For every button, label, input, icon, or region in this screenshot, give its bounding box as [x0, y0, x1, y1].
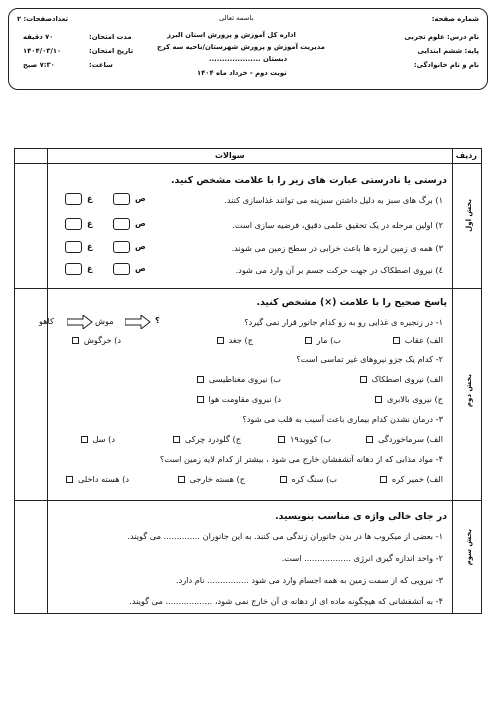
- true-checkbox[interactable]: [113, 193, 130, 205]
- section1-item-4: ٤) نیروی اصطکاک در جهت حرکت جسم بر آن وارد می شود.: [235, 265, 443, 275]
- false-label: غ: [87, 264, 93, 273]
- checkbox-icon[interactable]: [173, 436, 180, 443]
- true-label: ص: [135, 242, 146, 251]
- section1-title: درستی یا نادرستی عبارت های زیر را با علامت مشخص کنید.: [170, 175, 447, 186]
- q4-option-c[interactable]: ج) هسته خارجی: [178, 474, 245, 484]
- true-checkbox[interactable]: [113, 263, 130, 275]
- q2-option-d[interactable]: د) نیروی مقاومت هوا: [197, 394, 281, 404]
- checkbox-icon[interactable]: [66, 476, 73, 483]
- checkbox-icon[interactable]: [81, 436, 88, 443]
- false-checkbox[interactable]: [65, 263, 82, 275]
- duration-value: ۷۰ دقیقه: [23, 33, 54, 41]
- false-label: غ: [87, 219, 93, 228]
- section3-item-4: ۴- به آتشفشانی که هیچگونه ماده ای از دهانه ی آن خارج نمی شود، .................. می گویند.: [129, 596, 443, 606]
- section1-label: بخش اول: [465, 199, 473, 232]
- q3-option-c[interactable]: ج) گلودرد چرکی: [173, 434, 241, 444]
- q1-option-c[interactable]: ج) جغد: [217, 335, 253, 345]
- checkbox-icon[interactable]: [380, 476, 387, 483]
- checkbox-icon[interactable]: [197, 396, 204, 403]
- questions-table: [14, 148, 482, 614]
- question-2-text: ۲- کدام یک جزو نیروهای غیر تماسی است؟: [296, 354, 443, 364]
- section3-title: در جای خالی واژه ی مناسب بنویسید.: [275, 511, 447, 522]
- section1-item-2: ۲) اولین مرحله در یک تحقیق علمی دقیق، فرضیه سازی است.: [232, 220, 443, 230]
- page-number-label: شماره صفحه:: [431, 15, 479, 23]
- q2-option-a[interactable]: الف) نیروی اصطکاک: [360, 374, 443, 384]
- checkbox-icon[interactable]: [360, 376, 367, 383]
- section1-divider: [15, 288, 481, 289]
- section1-item-1: ۱) برگ های سبز به دلیل داشتن سبزینه می توانند غذاسازی کنند.: [224, 195, 443, 205]
- section1-item-3: ۳) همه ی زمین لرزه ها باعث خرابی در سطح زمین می شوند.: [231, 243, 443, 253]
- q3-option-b[interactable]: ب) کووید۱۹: [278, 434, 331, 444]
- term-line: نوبت دوم - خرداد ماه ۱۴۰۴: [197, 69, 287, 77]
- arrow-icon: [125, 315, 151, 329]
- checkbox-icon[interactable]: [393, 337, 400, 344]
- question-1-text: ۱- در زنجیره ی غذایی رو به رو کدام جانور قرار نمی گیرد؟: [244, 317, 443, 327]
- q1-option-d[interactable]: د) خرگوش: [72, 335, 121, 345]
- date-value: ۱۴۰۴/۰۳/۱۰: [23, 47, 62, 55]
- q2-option-b[interactable]: ب) نیروی مغناطیسی: [197, 374, 281, 384]
- chain-unknown: ؟: [155, 315, 160, 325]
- grade-label: پایه: ششم ابتدایی: [417, 47, 479, 55]
- q3-option-d[interactable]: د) سل: [81, 434, 115, 444]
- q3-option-a[interactable]: الف) سرماخوردگی: [366, 434, 443, 444]
- pages-count-label: تعدادصفحات: ۲: [17, 15, 69, 23]
- true-label: ص: [135, 264, 146, 273]
- header-row-divider: [15, 163, 481, 164]
- q2-option-c[interactable]: ج) نیروی بالابری: [375, 394, 443, 404]
- student-name-label: نام و نام خانوادگی:: [413, 61, 479, 69]
- section3-label: بخش سوم: [465, 529, 473, 566]
- true-label: ص: [135, 194, 146, 203]
- section3-item-2: ۲- واحد اندازه گیری انرژی .................. است.: [281, 553, 443, 563]
- chain-mouse: موش: [95, 316, 114, 326]
- checkbox-icon[interactable]: [197, 376, 204, 383]
- false-checkbox[interactable]: [65, 241, 82, 253]
- false-label: غ: [87, 242, 93, 251]
- chain-lettuce: کاهو: [39, 316, 54, 326]
- section3-item-3: ۳- نیرویی که از سمت زمین به همه اجسام وارد می شود ................ نام دارد.: [175, 575, 443, 585]
- checkbox-icon[interactable]: [178, 476, 185, 483]
- question-4-text: ۴- مواد مذابی که از دهانه آتشفشان خارج می شود ، بیشتر از کدام لایه زمین است؟: [159, 454, 443, 464]
- checkbox-icon[interactable]: [375, 396, 382, 403]
- section2-label: بخش دوم: [465, 374, 473, 408]
- checkbox-icon[interactable]: [278, 436, 285, 443]
- col-questions-header: سوالات: [215, 151, 245, 160]
- checkbox-icon[interactable]: [305, 337, 312, 344]
- true-checkbox[interactable]: [113, 218, 130, 230]
- time-label: ساعت:: [89, 61, 113, 69]
- checkbox-icon[interactable]: [217, 337, 224, 344]
- true-checkbox[interactable]: [113, 241, 130, 253]
- q4-option-d[interactable]: د) هسته داخلی: [66, 474, 129, 484]
- duration-label: مدت امتحان:: [89, 33, 132, 41]
- school-line: دبستان ....................: [209, 55, 288, 63]
- time-value: ۷:۳۰ صبح: [23, 61, 55, 69]
- org-line-2: مدیریت آموزش و پرورش شهرستان/ناحیه سه کرج: [157, 43, 325, 51]
- true-label: ص: [135, 219, 146, 228]
- course-label: نام درس: علوم تجربی: [404, 33, 479, 41]
- exam-header: [8, 8, 488, 90]
- checkbox-icon[interactable]: [366, 436, 373, 443]
- false-checkbox[interactable]: [65, 218, 82, 230]
- checkbox-icon[interactable]: [280, 476, 287, 483]
- col-row-header: ردیف: [455, 151, 477, 160]
- bismillah: باسمه تعالی: [219, 14, 254, 22]
- question-3-text: ۳- درمان نشدن کدام بیماری باعث آسیب به قلب می شود؟: [242, 414, 443, 424]
- score-column-divider: [47, 149, 48, 613]
- row-column-divider: [452, 149, 453, 613]
- section3-item-1: ۱- بعضی از میکروب ها در بدن جانوران زندگی می کنند. به این جانوران .............. می گویند.: [127, 531, 443, 541]
- section2-title: پاسخ صحیح را با علامت (×) مشخص کنید.: [256, 297, 447, 308]
- date-label: تاریخ امتحان:: [89, 47, 134, 55]
- q1-option-b[interactable]: ب) مار: [305, 335, 341, 345]
- arrow-icon: [67, 315, 93, 329]
- q4-option-a[interactable]: الف) خمیر کره: [380, 474, 443, 484]
- org-line-1: اداره کل آموزش و پرورش استان البرز: [167, 31, 296, 39]
- q4-option-b[interactable]: ب) سنگ کره: [280, 474, 337, 484]
- false-checkbox[interactable]: [65, 193, 82, 205]
- false-label: غ: [87, 194, 93, 203]
- q1-option-a[interactable]: الف) عقاب: [393, 335, 443, 345]
- checkbox-icon[interactable]: [72, 337, 79, 344]
- section2-divider: [15, 500, 481, 501]
